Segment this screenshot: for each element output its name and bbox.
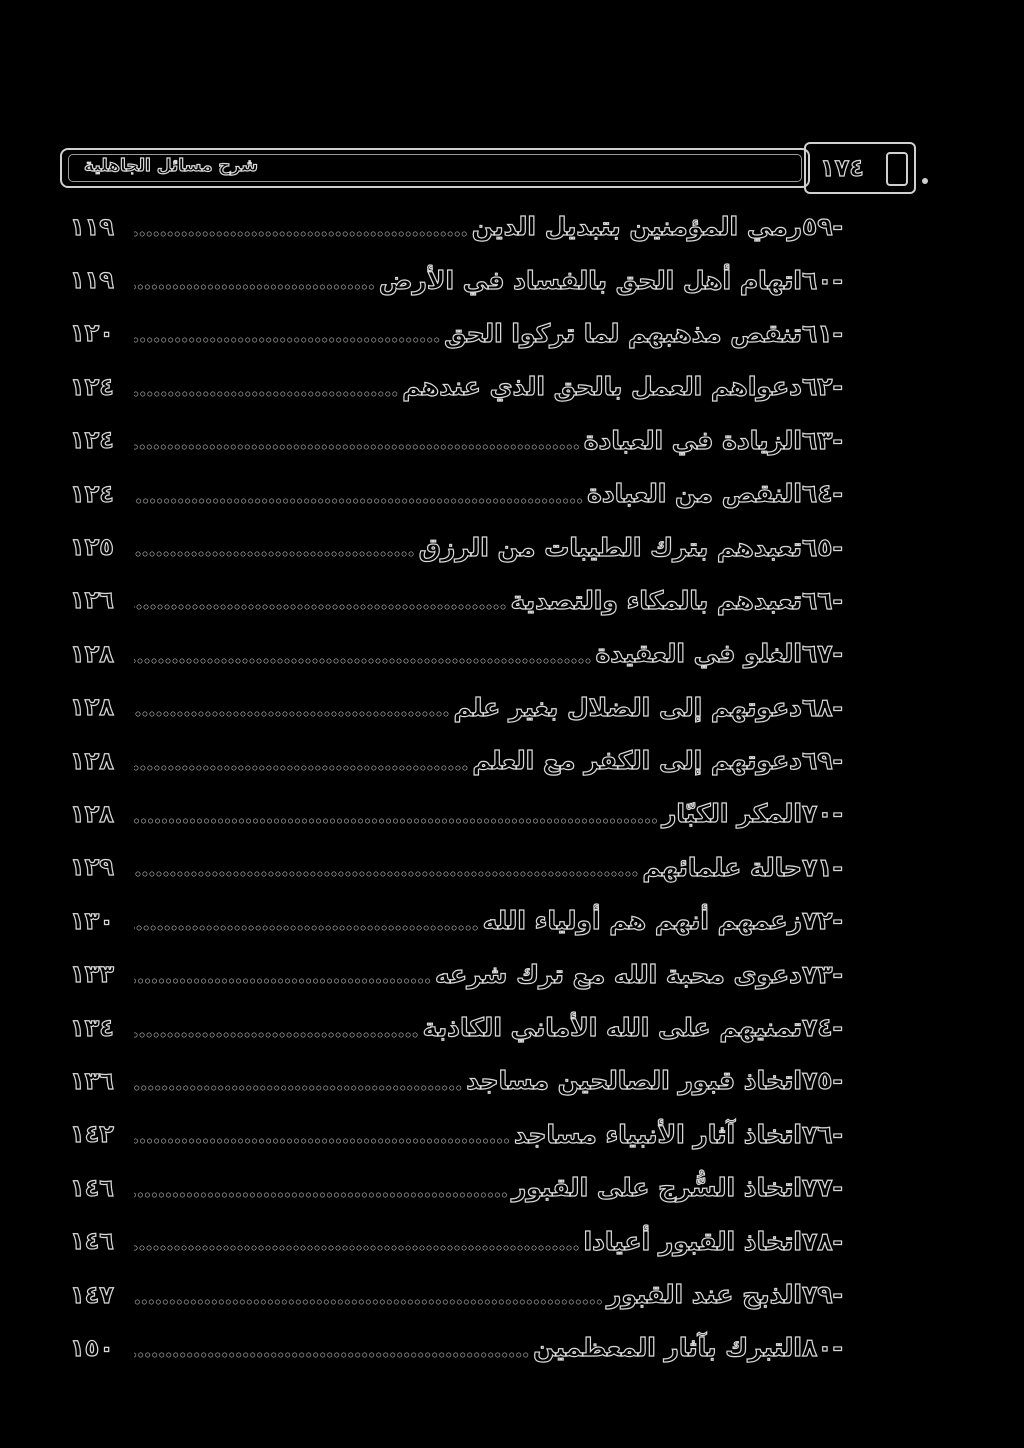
toc-entry-page: ١٢٦ xyxy=(70,586,114,615)
toc-entry-number: ٧٢- xyxy=(802,906,843,936)
toc-entry xyxy=(70,1161,870,1214)
toc-entry-page: ١٢٠ xyxy=(70,319,114,348)
table-of-contents xyxy=(70,200,870,1375)
toc-entry-page: ١٢٥ xyxy=(70,533,114,562)
toc-entry-title: اتخاذ قبور الصالحين مساجد xyxy=(466,1066,802,1096)
toc-dot-leader xyxy=(134,229,468,239)
toc-dot-leader xyxy=(134,389,398,399)
toc-entry-page: ١٤٢ xyxy=(70,1120,114,1149)
toc-entry-number: ٧١- xyxy=(802,852,843,882)
toc-entry-title: اتخاذ السُّرج على القبور xyxy=(511,1173,802,1203)
toc-entry-title: حالة علمائهم xyxy=(642,852,802,882)
toc-entry-page: ١٤٧ xyxy=(70,1280,114,1309)
toc-entry xyxy=(70,787,870,840)
toc-entry-number: ٧٥- xyxy=(802,1066,843,1096)
toc-entry xyxy=(70,1054,870,1107)
page-header xyxy=(60,142,920,196)
toc-dot-leader xyxy=(134,976,431,986)
toc-entry-title: اتهام أهل الحق بالفساد في الأرض xyxy=(378,265,802,295)
toc-dot-leader xyxy=(134,282,375,292)
toc-entry xyxy=(70,627,870,680)
toc-dot-leader xyxy=(134,1030,419,1040)
toc-entry-number: ٦٠- xyxy=(802,265,843,295)
toc-entry-title: تمنيهم على الله الأماني الكاذبة xyxy=(422,1013,802,1043)
page-number: ١٧٤ xyxy=(820,154,864,182)
toc-entry-title: الذبح عند القبور xyxy=(606,1280,802,1309)
toc-entry-page: ١٢٤ xyxy=(70,372,114,401)
toc-entry-page: ١٢٨ xyxy=(70,693,114,722)
toc-entry-title: تعبدهم بترك الطيبات من الرزق xyxy=(418,532,802,562)
toc-entry-number: ٦٩- xyxy=(802,746,843,776)
toc-entry-page: ١١٩ xyxy=(70,212,114,241)
toc-entry xyxy=(70,894,870,947)
toc-entry-title: اتخاذ القبور أعيادا xyxy=(583,1226,802,1256)
toc-dot-leader xyxy=(134,1190,508,1200)
toc-entry-page: ١٢٨ xyxy=(70,639,114,668)
toc-dot-leader xyxy=(134,763,468,773)
toc-entry-page: ١١٩ xyxy=(70,266,114,295)
toc-dot-leader xyxy=(134,602,507,612)
toc-entry-number: ٦٣- xyxy=(802,425,843,455)
header-ornament-dot xyxy=(922,178,928,184)
toc-dot-leader xyxy=(134,816,658,826)
toc-entry-page: ١٤٦ xyxy=(70,1173,114,1202)
toc-entry-title: المكر الكبّار xyxy=(662,799,802,829)
toc-entry-page: ١٢٤ xyxy=(70,479,114,508)
toc-dot-leader xyxy=(134,442,580,452)
toc-entry xyxy=(70,307,870,360)
toc-entry-title: الزيادة في العبادة xyxy=(583,425,802,455)
toc-entry-title: دعوى محبة الله مع ترك شرعه xyxy=(435,959,802,989)
toc-entry-number: ٧٣- xyxy=(802,959,843,989)
page-box-ornament xyxy=(886,152,908,186)
toc-entry xyxy=(70,1321,870,1374)
toc-dot-leader xyxy=(134,496,583,506)
toc-dot-leader xyxy=(134,1083,462,1093)
toc-entry-title: دعوتهم إلى الكفر مع العلم xyxy=(472,746,802,776)
toc-entry xyxy=(70,947,870,1000)
toc-entry-page: ١٣٠ xyxy=(70,906,114,935)
running-title-banner xyxy=(60,148,810,188)
toc-entry xyxy=(70,1108,870,1161)
toc-entry-page: ١٢٤ xyxy=(70,426,114,455)
toc-entry-title: زعمهم أنهم هم أولياء الله xyxy=(482,906,802,936)
toc-entry-number: ٧٠- xyxy=(802,799,843,829)
book-title: شرح مسائل الجاهلية xyxy=(84,156,258,176)
toc-dot-leader xyxy=(134,1350,529,1360)
toc-dot-leader xyxy=(134,549,415,559)
toc-entry xyxy=(70,681,870,734)
toc-dot-leader xyxy=(134,335,440,345)
toc-entry-page: ١٢٨ xyxy=(70,746,114,775)
toc-entry-page: ١٢٩ xyxy=(70,853,114,882)
toc-entry xyxy=(70,1001,870,1054)
toc-entry-title: التبرك بآثار المعظمين xyxy=(533,1333,802,1363)
toc-entry-page: ١٢٨ xyxy=(70,799,114,828)
toc-entry-page: ١٥٠ xyxy=(70,1333,114,1362)
toc-entry-number: ٧٦- xyxy=(802,1119,843,1149)
toc-entry xyxy=(70,253,870,306)
toc-entry-title: دعوتهم إلى الضلال بغير علم xyxy=(453,692,802,722)
toc-entry-title: تنقص مذهبهم لما تركوا الحق xyxy=(444,318,802,348)
toc-dot-leader xyxy=(134,869,638,879)
toc-entry-page: ١٣٤ xyxy=(70,1013,114,1042)
toc-entry xyxy=(70,200,870,253)
toc-entry-page: ١٣٦ xyxy=(70,1066,114,1095)
toc-entry-number: ٦٨- xyxy=(802,692,843,722)
toc-dot-leader xyxy=(134,1297,603,1307)
toc-entry-number: ٥٩- xyxy=(802,212,843,242)
toc-entry xyxy=(70,841,870,894)
toc-entry-title: الغلو في العقيدة xyxy=(595,639,802,669)
toc-entry-number: ٧٩- xyxy=(802,1280,843,1309)
toc-entry-title: تعبدهم بالمكاء والتصدية xyxy=(510,585,802,615)
toc-dot-leader xyxy=(134,1243,580,1253)
toc-entry-title: النقص من العبادة xyxy=(587,479,802,509)
toc-entry-number: ٧٨- xyxy=(802,1226,843,1256)
toc-entry-title: اتخاذ آثار الأنبياء مساجد xyxy=(514,1119,802,1149)
toc-entry-number: ٦٥- xyxy=(802,532,843,562)
toc-entry-number: ٧٤- xyxy=(802,1013,843,1043)
toc-entry-page: ١٣٣ xyxy=(70,960,114,989)
toc-dot-leader xyxy=(134,656,592,666)
toc-dot-leader xyxy=(134,709,449,719)
toc-entry-title: رمي المؤمنين بتبديل الدين xyxy=(471,212,802,242)
toc-entry xyxy=(70,574,870,627)
toc-entry-number: ٨٠- xyxy=(802,1333,843,1363)
toc-entry xyxy=(70,520,870,573)
toc-dot-leader xyxy=(134,923,479,933)
toc-entry xyxy=(70,467,870,520)
toc-dot-leader xyxy=(134,1136,510,1146)
toc-entry xyxy=(70,360,870,413)
toc-entry-number: ٦٢- xyxy=(802,372,843,402)
toc-entry-number: ٦٤- xyxy=(802,479,843,509)
page-number-box xyxy=(804,142,916,194)
toc-entry-number: ٧٧- xyxy=(802,1173,843,1203)
toc-entry xyxy=(70,1214,870,1267)
toc-entry-number: ٦١- xyxy=(802,318,843,348)
toc-entry xyxy=(70,414,870,467)
toc-entry-number: ٦٧- xyxy=(802,639,843,669)
toc-entry xyxy=(70,1268,870,1321)
toc-entry-page: ١٤٦ xyxy=(70,1227,114,1256)
toc-entry xyxy=(70,734,870,787)
toc-entry-title: دعواهم العمل بالحق الذي عندهم xyxy=(402,372,802,402)
toc-entry-number: ٦٦- xyxy=(802,585,843,615)
